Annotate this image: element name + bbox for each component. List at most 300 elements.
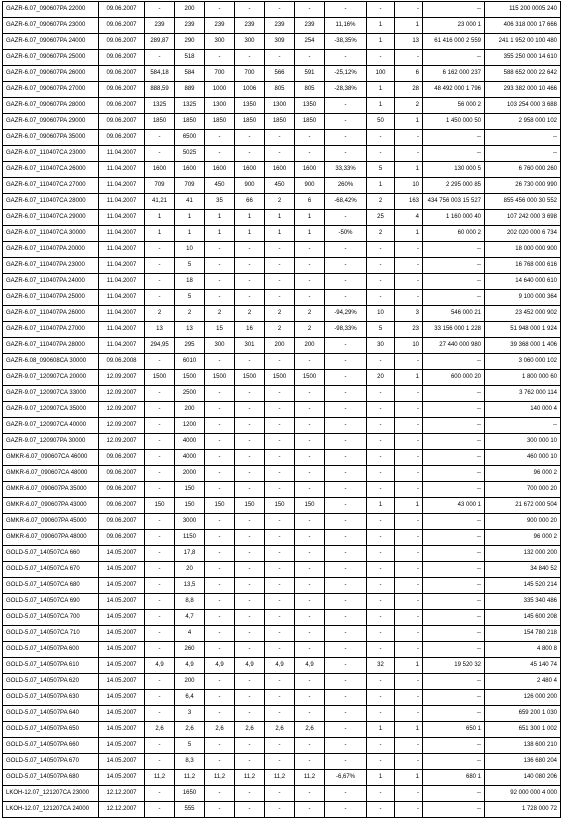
cell-price-3: 2,6 [205,722,235,738]
cell-count-1: - [367,562,395,578]
cell-price-1: - [145,450,175,466]
cell-price-1: - [145,530,175,546]
cell-price-6: - [295,674,325,690]
cell-price-2: 3 [175,706,205,722]
cell-price-1: 13 [145,322,175,338]
cell-instrument: GAZR-9.07_120907CA 40000 [3,418,99,434]
cell-price-4: 150 [235,498,265,514]
cell-open-interest: 26 730 000 990 [485,178,561,194]
cell-price-3: 1 [205,210,235,226]
cell-count-2: 2 [395,98,423,114]
cell-price-5: - [265,450,295,466]
cell-price-1: 11,2 [145,770,175,786]
cell-price-2: 290 [175,34,205,50]
cell-count-1: - [367,290,395,306]
cell-price-4: - [235,546,265,562]
cell-change-percent: - [325,418,367,434]
cell-price-4: 66 [235,194,265,210]
cell-count-1: - [367,50,395,66]
cell-price-4: 4,9 [235,658,265,674]
cell-open-interest: 2 480 4 [485,674,561,690]
cell-volume-value: -- [423,466,485,482]
cell-change-percent: - [325,146,367,162]
cell-price-5: 1 [265,210,295,226]
cell-expiry-date: 12.09.2007 [99,402,145,418]
table-row [3,194,561,210]
cell-volume-value: -- [423,626,485,642]
cell-price-4: - [235,386,265,402]
cell-price-6: - [295,706,325,722]
cell-open-interest: 126 000 200 [485,690,561,706]
cell-volume-value: -- [423,786,485,802]
cell-price-5: 200 [265,338,295,354]
cell-count-2: - [395,274,423,290]
cell-count-2: - [395,690,423,706]
cell-expiry-date: 14.05.2007 [99,770,145,786]
cell-count-2: 1 [395,370,423,386]
cell-price-4: - [235,530,265,546]
cell-volume-value: 48 492 000 1 796 [423,82,485,98]
cell-price-5: 566 [265,66,295,82]
cell-price-5: - [265,706,295,722]
cell-price-3: - [205,146,235,162]
cell-change-percent: - [325,354,367,370]
cell-price-5: 1600 [265,162,295,178]
cell-change-percent: - [325,498,367,514]
cell-expiry-date: 09.06.2007 [99,466,145,482]
cell-instrument: GMKR-6.07_090607PA 43000 [3,498,99,514]
cell-volume-value: 1 450 000 50 [423,114,485,130]
cell-price-6: 150 [295,498,325,514]
cell-change-percent: - [325,386,367,402]
cell-expiry-date: 11.04.2007 [99,146,145,162]
cell-price-4: - [235,626,265,642]
cell-count-1: 1 [367,82,395,98]
cell-instrument: GAZR-6.07_090607PA 24000 [3,34,99,50]
cell-price-1: - [145,482,175,498]
cell-expiry-date: 11.04.2007 [99,162,145,178]
cell-price-6: - [295,754,325,770]
cell-count-1: - [367,754,395,770]
cell-price-1: 709 [145,178,175,194]
cell-count-1: 100 [367,66,395,82]
cell-price-6: - [295,258,325,274]
cell-instrument: GOLD-5.07_140507CA 680 [3,578,99,594]
cell-price-2: 1325 [175,98,205,114]
cell-count-2: 13 [395,34,423,50]
cell-open-interest: 45 140 74 [485,658,561,674]
cell-open-interest: 406 318 000 17 666 [485,18,561,34]
cell-change-percent: -68,42% [325,194,367,210]
table-row [3,370,561,386]
cell-instrument: GMKR-6.07_090607PA 35000 [3,482,99,498]
cell-price-6: - [295,450,325,466]
cell-price-1: - [145,578,175,594]
cell-open-interest: 4 800 8 [485,642,561,658]
cell-count-1: 20 [367,370,395,386]
cell-instrument: GAZR-6.07_110407PA 24000 [3,274,99,290]
cell-price-2: 41 [175,194,205,210]
table-row [3,706,561,722]
table-row [3,50,561,66]
cell-open-interest: 39 368 000 1 406 [485,338,561,354]
cell-count-2: - [395,802,423,818]
cell-volume-value: -- [423,562,485,578]
cell-price-6: - [295,738,325,754]
cell-expiry-date: 14.05.2007 [99,754,145,770]
cell-price-4: - [235,146,265,162]
cell-count-1: - [367,706,395,722]
cell-price-3: 300 [205,34,235,50]
cell-price-4: 300 [235,34,265,50]
cell-volume-value: -- [423,738,485,754]
cell-price-2: 1650 [175,786,205,802]
cell-price-5: - [265,514,295,530]
cell-price-2: 6500 [175,130,205,146]
cell-price-2: 1500 [175,370,205,386]
cell-expiry-date: 11.04.2007 [99,226,145,242]
cell-price-1: - [145,258,175,274]
cell-price-2: 13,5 [175,578,205,594]
cell-open-interest: 23 452 000 902 [485,306,561,322]
cell-price-1: - [145,706,175,722]
cell-price-4: - [235,706,265,722]
cell-count-2: 23 [395,322,423,338]
table-row [3,770,561,786]
cell-open-interest: 92 000 000 4 000 [485,786,561,802]
cell-price-2: 584 [175,66,205,82]
cell-price-4: 700 [235,66,265,82]
cell-count-2: - [395,2,423,18]
cell-price-1: 41,21 [145,194,175,210]
table-row [3,66,561,82]
cell-price-3: - [205,2,235,18]
cell-expiry-date: 14.05.2007 [99,738,145,754]
cell-volume-value: 43 000 1 [423,498,485,514]
cell-price-2: 295 [175,338,205,354]
cell-price-3: 1000 [205,82,235,98]
cell-instrument: GAZR-6.07_110407PA 26000 [3,306,99,322]
cell-price-1: 2,6 [145,722,175,738]
cell-price-5: - [265,530,295,546]
cell-price-4: - [235,242,265,258]
cell-count-1: - [367,482,395,498]
cell-price-1: 289,87 [145,34,175,50]
cell-change-percent: - [325,738,367,754]
cell-count-1: 2 [367,226,395,242]
cell-price-2: 150 [175,498,205,514]
cell-change-percent: - [325,754,367,770]
cell-price-3: - [205,546,235,562]
cell-price-5: - [265,258,295,274]
cell-price-5: - [265,434,295,450]
cell-price-4: 900 [235,178,265,194]
cell-price-6: 1 [295,226,325,242]
cell-count-2: - [395,242,423,258]
cell-instrument: GAZR-6.07_090607PA 25000 [3,50,99,66]
cell-open-interest: 21 672 000 504 [485,498,561,514]
cell-price-6: - [295,386,325,402]
cell-instrument: GAZR-6.07_090607PA 28000 [3,98,99,114]
cell-price-2: 18 [175,274,205,290]
cell-count-2: - [395,146,423,162]
cell-open-interest: 96 000 2 [485,466,561,482]
cell-expiry-date: 11.04.2007 [99,306,145,322]
cell-price-2: 6,4 [175,690,205,706]
cell-instrument: GAZR-6.07_090607PA 27000 [3,82,99,98]
cell-count-1: 1 [367,18,395,34]
cell-count-1: - [367,354,395,370]
cell-change-percent: - [325,546,367,562]
table-row [3,98,561,114]
cell-volume-value: -- [423,802,485,818]
cell-count-1: - [367,130,395,146]
cell-instrument: GAZR-6.07_110407CA 30000 [3,226,99,242]
cell-count-2: - [395,450,423,466]
cell-instrument: GAZR-6.07_110407CA 27000 [3,178,99,194]
cell-instrument: GOLD-5.07_140507PA 640 [3,706,99,722]
cell-count-1: - [367,690,395,706]
cell-expiry-date: 12.09.2007 [99,386,145,402]
cell-change-percent: - [325,514,367,530]
table-row [3,738,561,754]
cell-price-3: 11,2 [205,770,235,786]
cell-expiry-date: 14.05.2007 [99,578,145,594]
cell-change-percent: - [325,290,367,306]
cell-count-1: - [367,786,395,802]
cell-expiry-date: 11.04.2007 [99,178,145,194]
cell-price-1: 1 [145,210,175,226]
cell-open-interest: -- [485,418,561,434]
cell-count-2: - [395,386,423,402]
cell-price-1: - [145,354,175,370]
table-row [3,626,561,642]
cell-price-6: 254 [295,34,325,50]
cell-expiry-date: 12.09.2007 [99,370,145,386]
cell-price-6: - [295,130,325,146]
cell-price-4: - [235,418,265,434]
cell-count-2: - [395,514,423,530]
cell-price-4: 1600 [235,162,265,178]
cell-price-4: - [235,130,265,146]
table-row [3,610,561,626]
cell-price-6: 200 [295,338,325,354]
cell-price-2: 13 [175,322,205,338]
cell-price-4: 1350 [235,98,265,114]
cell-count-2: - [395,402,423,418]
cell-open-interest: 241 1 952 00 100 480 [485,34,561,50]
cell-open-interest: 300 000 10 [485,434,561,450]
cell-price-1: 1850 [145,114,175,130]
cell-price-1: 1500 [145,370,175,386]
cell-open-interest: 3 762 000 114 [485,386,561,402]
cell-volume-value: 434 756 003 15 527 [423,194,485,210]
cell-price-3: 1850 [205,114,235,130]
cell-price-1: - [145,754,175,770]
cell-change-percent: -94,29% [325,306,367,322]
cell-count-1: 1 [367,722,395,738]
cell-price-3: - [205,258,235,274]
cell-price-5: - [265,466,295,482]
cell-count-2: - [395,354,423,370]
cell-price-5: - [265,130,295,146]
cell-count-2: - [395,130,423,146]
cell-price-1: - [145,130,175,146]
cell-price-2: 4,9 [175,658,205,674]
cell-price-2: 6010 [175,354,205,370]
cell-price-3: 150 [205,498,235,514]
table-row [3,322,561,338]
cell-price-1: - [145,626,175,642]
cell-expiry-date: 09.06.2007 [99,130,145,146]
cell-price-4: - [235,578,265,594]
cell-count-2: - [395,418,423,434]
cell-price-1: 239 [145,18,175,34]
table-row [3,514,561,530]
cell-price-3: - [205,434,235,450]
cell-price-6: 239 [295,18,325,34]
cell-price-5: 2,6 [265,722,295,738]
cell-price-6: - [295,402,325,418]
cell-price-5: - [265,2,295,18]
cell-price-5: - [265,802,295,818]
cell-price-2: 5025 [175,146,205,162]
cell-price-6: 805 [295,82,325,98]
cell-change-percent: - [325,594,367,610]
cell-change-percent: - [325,674,367,690]
cell-count-2: 1 [395,162,423,178]
cell-open-interest: 107 242 000 3 698 [485,210,561,226]
cell-instrument: GAZR-6.07_110407PA 28000 [3,338,99,354]
cell-expiry-date: 11.04.2007 [99,258,145,274]
cell-open-interest: 96 000 2 [485,530,561,546]
cell-price-5: - [265,50,295,66]
cell-volume-value: -- [423,578,485,594]
cell-count-1: 1 [367,770,395,786]
cell-expiry-date: 14.05.2007 [99,690,145,706]
cell-price-3: - [205,466,235,482]
cell-instrument: GOLD-5.07_140507CA 660 [3,546,99,562]
cell-price-3: - [205,354,235,370]
cell-price-6: 1850 [295,114,325,130]
table-row [3,338,561,354]
cell-expiry-date: 14.05.2007 [99,674,145,690]
cell-price-6: 1 [295,210,325,226]
cell-count-1: 50 [367,114,395,130]
cell-price-2: 11,2 [175,770,205,786]
table-row [3,674,561,690]
cell-price-3: - [205,450,235,466]
cell-instrument: GOLD-5.07_140507PA 660 [3,738,99,754]
cell-expiry-date: 11.04.2007 [99,338,145,354]
cell-price-4: - [235,354,265,370]
cell-price-2: 1150 [175,530,205,546]
cell-price-1: - [145,242,175,258]
cell-price-5: - [265,386,295,402]
cell-count-1: - [367,546,395,562]
cell-change-percent: - [325,802,367,818]
cell-change-percent: -50% [325,226,367,242]
cell-instrument: LKOH-12.07_121207CA 24000 [3,802,99,818]
cell-expiry-date: 14.05.2007 [99,722,145,738]
cell-price-6: 2,6 [295,722,325,738]
cell-expiry-date: 14.05.2007 [99,594,145,610]
cell-volume-value: -- [423,402,485,418]
cell-instrument: GOLD-5.07_140507CA 690 [3,594,99,610]
table-row [3,242,561,258]
cell-change-percent: - [325,562,367,578]
cell-price-1: 1600 [145,162,175,178]
cell-price-5: - [265,562,295,578]
cell-price-4: - [235,802,265,818]
table-row [3,578,561,594]
cell-count-1: - [367,530,395,546]
cell-price-2: 4000 [175,434,205,450]
cell-expiry-date: 11.04.2007 [99,242,145,258]
cell-price-6: - [295,530,325,546]
cell-volume-value: -- [423,754,485,770]
cell-count-2: 1 [395,770,423,786]
cell-price-4: 1 [235,226,265,242]
cell-volume-value: -- [423,450,485,466]
cell-change-percent: - [325,242,367,258]
cell-count-1: - [367,738,395,754]
cell-price-2: 4 [175,626,205,642]
cell-price-4: - [235,50,265,66]
cell-price-3: - [205,50,235,66]
cell-price-5: - [265,146,295,162]
cell-price-4: - [235,258,265,274]
table-row [3,658,561,674]
cell-volume-value: -- [423,482,485,498]
table-row [3,2,561,18]
cell-change-percent: - [325,706,367,722]
cell-count-1: 5 [367,322,395,338]
cell-price-2: 4000 [175,450,205,466]
cell-price-3: - [205,690,235,706]
cell-change-percent: - [325,690,367,706]
cell-expiry-date: 14.05.2007 [99,626,145,642]
cell-price-1: 4,9 [145,658,175,674]
cell-open-interest: 132 000 200 [485,546,561,562]
cell-change-percent: - [325,130,367,146]
cell-open-interest: 6 760 000 260 [485,162,561,178]
cell-volume-value: 23 000 1 [423,18,485,34]
cell-instrument: GAZR-6.07_110407CA 28000 [3,194,99,210]
cell-price-1: - [145,594,175,610]
cell-price-6: - [295,466,325,482]
cell-price-3: - [205,386,235,402]
cell-price-6: - [295,578,325,594]
cell-price-1: - [145,386,175,402]
cell-volume-value: -- [423,690,485,706]
cell-count-2: - [395,626,423,642]
cell-change-percent: - [325,210,367,226]
cell-count-1: - [367,274,395,290]
cell-price-6: - [295,642,325,658]
cell-instrument: GAZR-6.07_090607PA 23000 [3,18,99,34]
cell-count-2: - [395,754,423,770]
cell-instrument: GAZR-6.07_090607PA 29000 [3,114,99,130]
cell-volume-value: 2 295 000 85 [423,178,485,194]
cell-volume-value: -- [423,674,485,690]
cell-expiry-date: 09.06.2007 [99,514,145,530]
cell-count-1: 1 [367,178,395,194]
cell-count-1: - [367,258,395,274]
cell-price-4: - [235,690,265,706]
cell-price-5: - [265,754,295,770]
cell-price-6: 4,9 [295,658,325,674]
